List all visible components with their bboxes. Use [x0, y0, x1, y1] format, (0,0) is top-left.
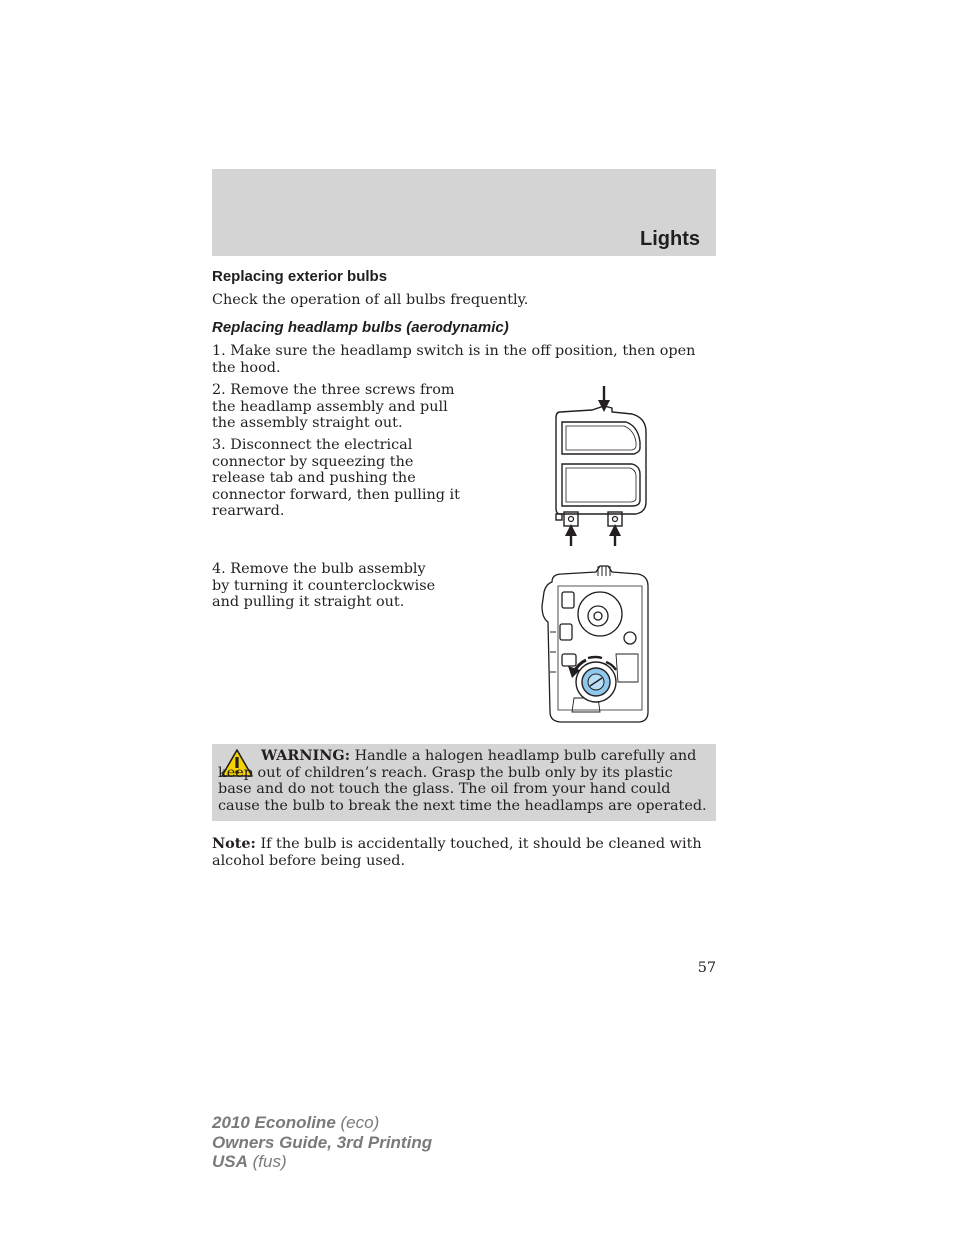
exterior-bulbs-heading: Replacing exterior bulbs	[212, 268, 388, 285]
footer-model-code: (eco)	[340, 1113, 380, 1132]
step-3: 3. Disconnect the electrical connector by squeezing the release tab and pushing the connector forward, then pulling it rearward.	[212, 437, 460, 519]
footer-model: 2010 Econoline	[212, 1113, 336, 1132]
page-number: 57	[697, 960, 716, 976]
step-2: 2. Remove the three screws from the headlamp assembly and pull the assembly straight out.	[212, 382, 455, 431]
section-header-band	[212, 169, 716, 256]
footer-market-code: (fus)	[252, 1152, 287, 1171]
warning-body: Handle a halogen headlamp bulb carefully and keep out of children’s reach. Grasp the bulb only by its plastic base and do not touch the glass. The oil from your hand could cause the bulb to break the next time the headlamps are operated.	[218, 748, 707, 814]
bulb-assembly-illustration	[538, 562, 654, 728]
warning-label: WARNING:	[261, 747, 351, 764]
note-label: Note:	[212, 835, 256, 852]
section-title: Lights	[640, 228, 700, 250]
exterior-bulbs-intro: Check the operation of all bulbs frequently.	[212, 292, 529, 308]
footer-publication-info	[212, 1113, 432, 1172]
headlamp-bulbs-heading: Replacing headlamp bulbs (aerodynamic)	[212, 319, 509, 336]
headlamp-assembly-illustration	[548, 382, 658, 548]
footer-guide-edition: Owners Guide, 3rd Printing	[212, 1132, 433, 1152]
note-paragraph	[212, 836, 712, 869]
step-1: 1. Make sure the headlamp switch is in the off position, then open the hood.	[212, 343, 696, 376]
step-4: 4. Remove the bulb assembly by turning it counterclockwise and pulling it straight out.	[212, 561, 436, 610]
warning-box	[212, 744, 716, 821]
footer-market: USA	[212, 1152, 248, 1171]
note-body: If the bulb is accidentally touched, it should be cleaned with alcohol before being used.	[212, 836, 702, 869]
warning-text	[218, 748, 708, 814]
